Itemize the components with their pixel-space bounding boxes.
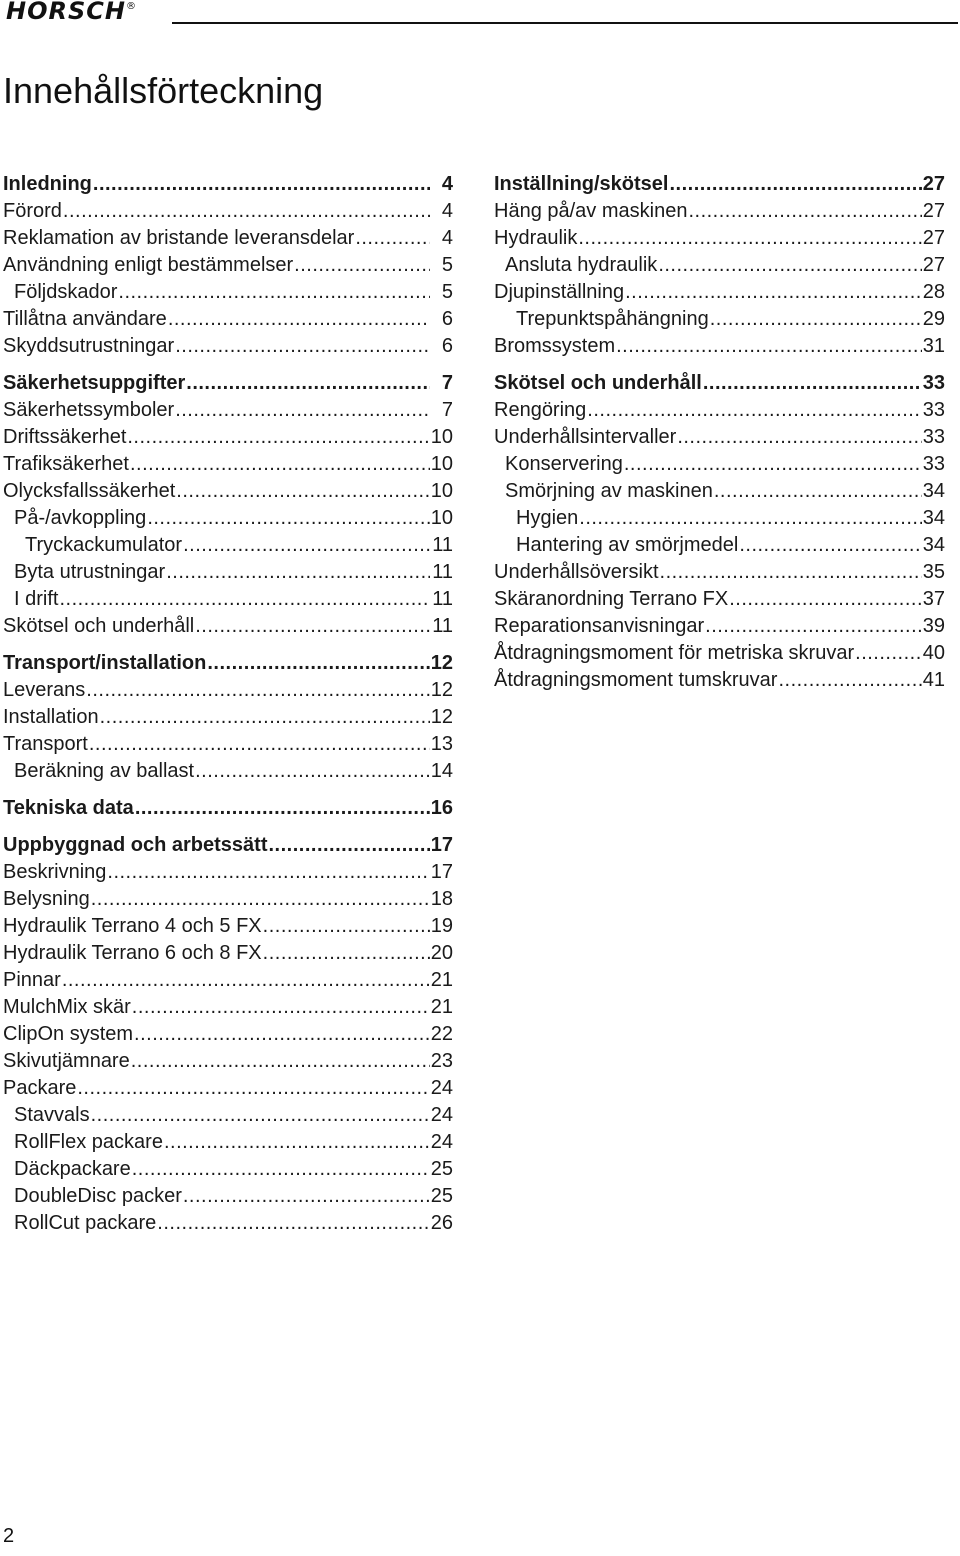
toc-entry-label: Beräkning av ballast: [14, 760, 195, 782]
toc-entry-label: Hydraulik: [494, 227, 578, 249]
toc-entry[interactable]: [3, 1129, 453, 1156]
toc-entry-page: 35: [922, 561, 945, 583]
toc-leader-dots: [624, 451, 922, 478]
toc-entry[interactable]: [3, 586, 453, 613]
toc-leader-dots: [130, 451, 430, 478]
toc-entry-label: Trafiksäkerhet: [3, 453, 129, 475]
toc-entry[interactable]: [494, 532, 945, 559]
toc-entry[interactable]: [3, 677, 453, 704]
toc-entry-label: MulchMix skär: [3, 996, 131, 1018]
toc-entry-label: Åtdragningsmoment tumskruvar: [494, 669, 778, 691]
toc-entry-page: 24: [430, 1131, 453, 1153]
toc-entry-page: 22: [430, 1023, 453, 1045]
toc-entry-label: Driftssäkerhet: [3, 426, 127, 448]
toc-entry-label: Underhållsintervaller: [494, 426, 677, 448]
toc-entry-page: 40: [922, 642, 945, 664]
toc-leader-dots: [62, 967, 430, 994]
toc-entry-page: 11: [432, 615, 453, 637]
toc-entry-page: 41: [922, 669, 945, 691]
toc-entry-page: 33: [922, 426, 945, 448]
toc-entry-page: 24: [430, 1077, 453, 1099]
toc-leader-dots: [132, 994, 430, 1021]
toc-entry-page: 17: [430, 861, 453, 883]
toc-entry-label: Bromssystem: [494, 335, 616, 357]
toc-entry-page: 20: [430, 942, 453, 964]
toc-entry[interactable]: [494, 451, 945, 478]
toc-entry-label: Reparationsanvisningar: [494, 615, 705, 637]
toc-entry-page: 7: [441, 372, 453, 394]
toc-section-entry[interactable]: [3, 832, 453, 859]
toc-leader-dots: [59, 586, 430, 613]
toc-entry-label: ClipOn system: [3, 1023, 134, 1045]
toc-leader-dots: [616, 333, 922, 360]
toc-leader-dots: [183, 1183, 430, 1210]
toc-entry-page: 31: [922, 335, 945, 357]
toc-entry-page: 5: [441, 254, 453, 276]
toc-entry[interactable]: [3, 1210, 453, 1237]
toc-entry-page: 27: [922, 173, 945, 195]
toc-entry-page: 24: [430, 1104, 453, 1126]
toc-entry[interactable]: [494, 559, 945, 586]
toc-leader-dots: [127, 424, 429, 451]
toc-entry-label: Följdskador: [14, 281, 118, 303]
toc-entry-page: 4: [441, 173, 453, 195]
toc-leader-dots: [91, 1102, 430, 1129]
toc-leader-dots: [263, 940, 430, 967]
toc-entry-label: Packare: [3, 1077, 77, 1099]
toc-entry-label: Hantering av smörjmedel: [516, 534, 739, 556]
toc-entry-page: 25: [430, 1185, 453, 1207]
toc-entry[interactable]: [494, 478, 945, 505]
toc-entry[interactable]: [3, 252, 453, 279]
toc-entry-label: Uppbyggnad och arbetssätt: [3, 834, 268, 856]
toc-leader-dots: [669, 171, 921, 198]
toc-leader-dots: [739, 532, 921, 559]
toc-entry-label: Hydraulik Terrano 6 och 8 FX: [3, 942, 262, 964]
toc-entry[interactable]: [494, 252, 945, 279]
toc-entry-label: På-/avkoppling: [14, 507, 147, 529]
toc-entry[interactable]: [3, 859, 453, 886]
toc-entry-label: Tillåtna användare: [3, 308, 167, 330]
toc-entry-label: Däckpackare: [14, 1158, 131, 1180]
toc-entry[interactable]: [3, 532, 453, 559]
toc-section-entry[interactable]: [3, 370, 453, 397]
toc-leader-dots: [89, 731, 430, 758]
toc-entry-label: Säkerhetssymboler: [3, 399, 175, 421]
toc-entry[interactable]: [3, 1021, 453, 1048]
toc-entry[interactable]: [494, 333, 945, 360]
toc-entry-label: Olycksfallssäkerhet: [3, 480, 176, 502]
toc-leader-dots: [294, 252, 430, 279]
toc-entry[interactable]: [3, 994, 453, 1021]
toc-entry[interactable]: [3, 225, 453, 252]
toc-leader-dots: [578, 225, 921, 252]
toc-entry-page: 10: [430, 507, 453, 529]
toc-leader-dots: [175, 397, 430, 424]
toc-entry[interactable]: [494, 279, 945, 306]
toc-entry-page: 37: [922, 588, 945, 610]
toc-entry-page: 5: [441, 281, 453, 303]
toc-entry[interactable]: [494, 397, 945, 424]
toc-entry-label: Byta utrustningar: [14, 561, 166, 583]
toc-entry-page: 23: [430, 1050, 453, 1072]
toc-entry-page: 11: [432, 588, 453, 610]
toc-entry-label: Stavvals: [14, 1104, 90, 1126]
toc-leader-dots: [658, 252, 921, 279]
toc-entry[interactable]: [3, 451, 453, 478]
toc-entry-page: 21: [430, 996, 453, 1018]
toc-entry[interactable]: [3, 758, 453, 785]
toc-entry-label: DoubleDisc packer: [14, 1185, 182, 1207]
horsch-logo: [6, 0, 137, 25]
toc-entry[interactable]: [3, 1156, 453, 1183]
toc-entry-page: 28: [922, 281, 945, 303]
toc-entry[interactable]: [494, 505, 945, 532]
toc-entry[interactable]: [3, 478, 453, 505]
toc-entry-label: Häng på/av maskinen: [494, 200, 688, 222]
toc-entry[interactable]: [3, 1075, 453, 1102]
toc-leader-dots: [855, 640, 922, 667]
toc-leader-dots: [625, 279, 922, 306]
toc-entry-page: 4: [441, 200, 453, 222]
toc-leader-dots: [705, 613, 922, 640]
toc-entry-label: Konservering: [505, 453, 623, 475]
toc-entry[interactable]: [3, 731, 453, 758]
toc-leader-dots: [660, 559, 922, 586]
toc-entry-page: 34: [922, 507, 945, 529]
toc-entry-page: 12: [430, 652, 453, 674]
toc-entry[interactable]: [3, 505, 453, 532]
toc-entry-label: Åtdragningsmoment för metriska skruvar: [494, 642, 855, 664]
toc-entry-page: 16: [430, 797, 453, 819]
toc-leader-dots: [164, 1129, 430, 1156]
toc-entry-page: 14: [430, 760, 453, 782]
toc-entry-page: 34: [922, 480, 945, 502]
toc-entry[interactable]: [3, 1048, 453, 1075]
toc-entry-label: Inställning/skötsel: [494, 173, 669, 195]
toc-entry-page: 18: [430, 888, 453, 910]
toc-entry[interactable]: [494, 225, 945, 252]
toc-entry-label: Skäranordning Terrano FX: [494, 588, 729, 610]
toc-entry[interactable]: [3, 306, 453, 333]
toc-entry[interactable]: [494, 613, 945, 640]
toc-entry-page: 21: [430, 969, 453, 991]
toc-leader-dots: [168, 306, 430, 333]
toc-entry[interactable]: [3, 613, 453, 640]
toc-leader-dots: [134, 1021, 430, 1048]
toc-entry-page: 33: [922, 372, 945, 394]
toc-entry-label: Pinnar: [3, 969, 61, 991]
toc-entry-label: Skötsel och underhåll: [3, 615, 195, 637]
toc-entry-label: Skyddsutrustningar: [3, 335, 175, 357]
toc-entry-label: Skivutjämnare: [3, 1050, 130, 1072]
toc-entry-label: I drift: [14, 588, 59, 610]
toc-entry[interactable]: [3, 913, 453, 940]
toc-leader-dots: [157, 1210, 429, 1237]
toc-leader-dots: [118, 279, 430, 306]
brand-name: HORSCH: [6, 0, 126, 25]
toc-entry[interactable]: [494, 198, 945, 225]
toc-leader-dots: [183, 532, 430, 559]
toc-entry-label: Hydraulik Terrano 4 och 5 FX: [3, 915, 262, 937]
toc-leader-dots: [86, 677, 429, 704]
toc-entry-page: 29: [922, 308, 945, 330]
toc-entry[interactable]: [494, 667, 945, 694]
toc-section-entry[interactable]: [3, 650, 453, 677]
toc-left-column: [3, 171, 453, 1237]
toc-entry-page: 33: [922, 453, 945, 475]
toc-entry-page: 27: [922, 227, 945, 249]
toc-leader-dots: [132, 1156, 430, 1183]
toc-leader-dots: [91, 886, 430, 913]
toc-leader-dots: [263, 913, 430, 940]
toc-leader-dots: [63, 198, 430, 225]
toc-entry-label: Användning enligt bestämmelser: [3, 254, 294, 276]
toc-leader-dots: [166, 559, 430, 586]
toc-entry[interactable]: [494, 306, 945, 333]
toc-entry-page: 25: [430, 1158, 453, 1180]
toc-entry-label: Skötsel och underhåll: [494, 372, 702, 394]
toc-leader-dots: [729, 586, 922, 613]
toc-entry-page: 11: [432, 534, 453, 556]
toc-entry-page: 34: [922, 534, 945, 556]
page-title: Innehållsförteckning: [3, 70, 324, 111]
toc-entry[interactable]: [3, 559, 453, 586]
toc-section-entry[interactable]: [494, 171, 945, 198]
toc-leader-dots: [355, 225, 430, 252]
toc-entry-label: Belysning: [3, 888, 90, 910]
toc-section-entry[interactable]: [494, 370, 945, 397]
toc-entry-label: Förord: [3, 200, 62, 222]
toc-entry-page: 10: [430, 426, 453, 448]
toc-leader-dots: [703, 370, 922, 397]
toc-leader-dots: [268, 832, 429, 859]
toc-entry-label: Transport: [3, 733, 88, 755]
toc-leader-dots: [147, 505, 429, 532]
toc-entry[interactable]: [3, 333, 453, 360]
toc-entry[interactable]: [3, 886, 453, 913]
toc-leader-dots: [778, 667, 921, 694]
toc-leader-dots: [77, 1075, 429, 1102]
toc-entry-page: 13: [430, 733, 453, 755]
toc-entry-page: 27: [922, 200, 945, 222]
toc-entry-label: Hygien: [516, 507, 579, 529]
toc-entry[interactable]: [3, 1102, 453, 1129]
page-number: 2: [3, 1525, 15, 1547]
toc-leader-dots: [207, 650, 429, 677]
toc-entry[interactable]: [3, 967, 453, 994]
toc-entry-page: 33: [922, 399, 945, 421]
toc-leader-dots: [714, 478, 922, 505]
toc-leader-dots: [131, 1048, 430, 1075]
toc-entry-page: 10: [430, 453, 453, 475]
toc-right-column: [494, 171, 945, 694]
toc-leader-dots: [579, 505, 921, 532]
toc-entry-page: 11: [432, 561, 453, 583]
toc-entry-label: Inledning: [3, 173, 92, 195]
toc-leader-dots: [176, 478, 429, 505]
toc-section-entry[interactable]: [3, 795, 453, 822]
toc-section-entry[interactable]: [3, 171, 453, 198]
toc-entry-label: RollFlex packare: [14, 1131, 163, 1153]
toc-entry[interactable]: [3, 424, 453, 451]
toc-entry-label: Smörjning av maskinen: [505, 480, 713, 502]
toc-entry-label: Beskrivning: [3, 861, 107, 883]
toc-entry-page: 26: [430, 1212, 453, 1234]
toc-entry[interactable]: [494, 640, 945, 667]
toc-entry-label: Trepunktspåhängning: [516, 308, 709, 330]
toc-leader-dots: [100, 704, 430, 731]
toc-entry-page: 19: [430, 915, 453, 937]
toc-entry[interactable]: [3, 940, 453, 967]
toc-entry-label: Säkerhetsuppgifter: [3, 372, 186, 394]
toc-leader-dots: [175, 333, 430, 360]
registered-mark: ®: [125, 1, 137, 12]
toc-entry-page: 10: [430, 480, 453, 502]
toc-entry[interactable]: [494, 424, 945, 451]
header-rule: [172, 22, 958, 24]
toc-entry-page: 6: [441, 335, 453, 357]
toc-entry-label: Installation: [3, 706, 99, 728]
toc-entry-label: Reklamation av bristande leveransdelar: [3, 227, 355, 249]
toc-entry-label: Rengöring: [494, 399, 587, 421]
toc-leader-dots: [93, 171, 430, 198]
toc-entry[interactable]: [494, 586, 945, 613]
toc-entry-label: Transport/installation: [3, 652, 207, 674]
toc-leader-dots: [195, 613, 430, 640]
toc-entry[interactable]: [3, 1183, 453, 1210]
toc-entry-page: 12: [430, 679, 453, 701]
toc-entry-label: Ansluta hydraulik: [505, 254, 658, 276]
toc-leader-dots: [186, 370, 430, 397]
toc-entry-label: Tryckackumulator: [25, 534, 183, 556]
toc-entry-page: 6: [441, 308, 453, 330]
toc-entry[interactable]: [3, 279, 453, 306]
toc-leader-dots: [677, 424, 921, 451]
toc-leader-dots: [587, 397, 921, 424]
toc-entry-label: Tekniska data: [3, 797, 134, 819]
toc-entry-page: 39: [922, 615, 945, 637]
toc-entry-page: 12: [430, 706, 453, 728]
toc-entry-label: Underhållsöversikt: [494, 561, 659, 583]
toc-entry-label: Leverans: [3, 679, 86, 701]
page-header: [0, 0, 960, 26]
toc-entry-label: Djupinställning: [494, 281, 625, 303]
toc-entry-page: 4: [441, 227, 453, 249]
toc-entry[interactable]: [3, 704, 453, 731]
toc-entry-page: 7: [441, 399, 453, 421]
toc-entry-label: RollCut packare: [14, 1212, 157, 1234]
toc-leader-dots: [710, 306, 922, 333]
toc-leader-dots: [688, 198, 921, 225]
toc-leader-dots: [195, 758, 430, 785]
toc-entry[interactable]: [3, 198, 453, 225]
toc-entry-page: 17: [430, 834, 453, 856]
toc-entry-page: 27: [922, 254, 945, 276]
toc-entry[interactable]: [3, 397, 453, 424]
toc-leader-dots: [107, 859, 429, 886]
toc-leader-dots: [135, 795, 430, 822]
